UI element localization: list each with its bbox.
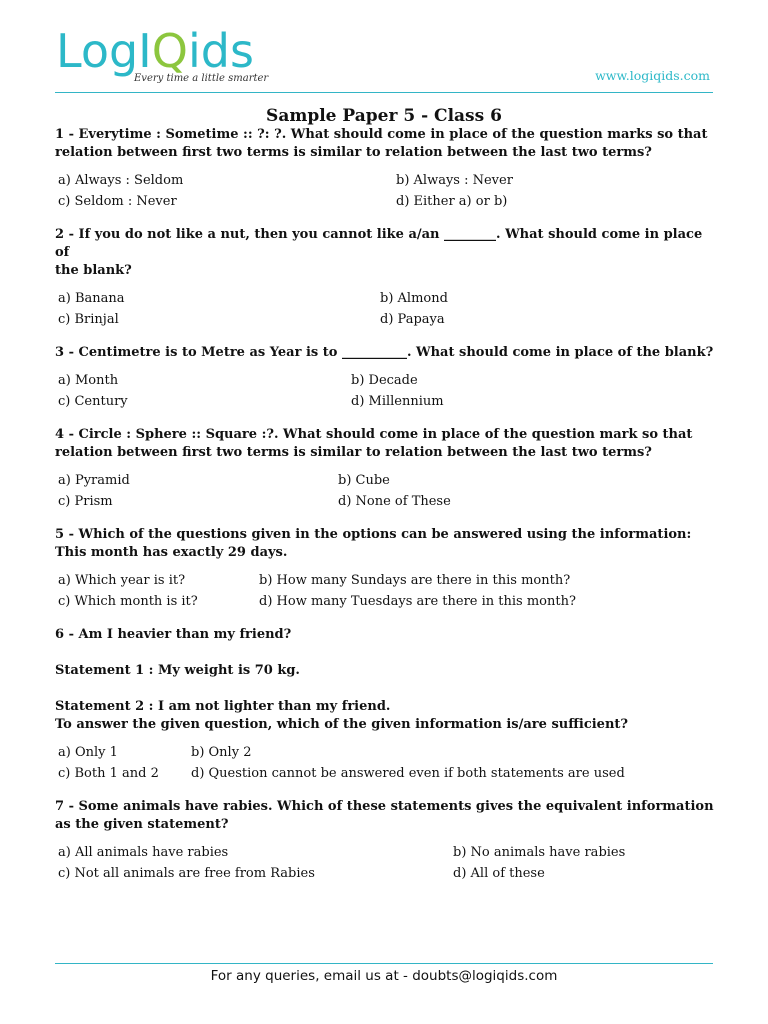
answer-options [55, 844, 715, 883]
option-c: c) Century [58, 394, 128, 409]
option-d: d) Papaya [380, 312, 445, 327]
answer-options [55, 172, 715, 211]
option-a: a) Always : Seldom [58, 173, 184, 188]
option-a: a) Only 1 [58, 745, 118, 760]
question-3 [55, 344, 715, 411]
logo-segment: ids [187, 24, 254, 78]
website-link[interactable]: www.logiqids.com [595, 68, 710, 83]
option-a: a) Pyramid [58, 473, 130, 488]
question-text: This month has exactly 29 days. [55, 545, 288, 560]
question-text: 2 - If you do not like a nut, then you cannot like a/an ________. What should come in place of [55, 227, 703, 260]
question-text: 1 - Everytime : Sometime :: ?: ?. What should come in place of the question marks so that [55, 127, 708, 142]
option-c: c) Brinjal [58, 312, 119, 327]
option-d: d) Question cannot be answered even if both statements are used [191, 766, 625, 781]
option-b: b) Almond [380, 291, 448, 306]
option-c: c) Seldom : Never [58, 194, 177, 209]
option-c: c) Which month is it? [58, 594, 198, 609]
footer-contact: For any queries, email us at - doubts@logiqids.com [210, 968, 558, 984]
statement-1: Statement 1 : My weight is 70 kg. [55, 663, 300, 678]
option-c: c) Both 1 and 2 [58, 766, 159, 781]
option-a: a) Banana [58, 291, 125, 306]
logo-segment: I [138, 24, 152, 78]
option-d: d) Millennium [351, 394, 444, 409]
answer-options [55, 744, 715, 783]
question-prompt: To answer the given question, which of the given information is/are sufficient? [55, 717, 629, 732]
question-5 [55, 526, 715, 611]
question-text: as the given statement? [55, 817, 229, 832]
option-d: d) How many Tuesdays are there in this month? [259, 594, 576, 609]
option-b: b) How many Sundays are there in this month? [259, 573, 571, 588]
option-a: a) Which year is it? [58, 573, 186, 588]
option-d: d) None of These [338, 494, 451, 509]
page-title: Sample Paper 5 - Class 6 [266, 106, 502, 126]
logo-tagline: Every time a little smarter [134, 73, 269, 84]
answer-options [55, 372, 715, 411]
option-b: b) Cube [338, 473, 390, 488]
question-text: 6 - Am I heavier than my friend? [55, 627, 292, 642]
question-text: 7 - Some animals have rabies. Which of these statements gives the equivalent information [55, 799, 714, 814]
answer-options [55, 290, 715, 329]
option-b: b) Always : Never [396, 173, 513, 188]
logo-segment: Q [151, 24, 188, 78]
option-b: b) Decade [351, 373, 418, 388]
page-header [0, 0, 768, 96]
question-text: 3 - Centimetre is to Metre as Year is to __________. What should come in place of the blank? [55, 345, 714, 360]
logo-segment: Log [56, 24, 139, 78]
answer-options [55, 572, 715, 611]
question-4 [55, 426, 715, 511]
question-text: relation between first two terms is similar to relation between the last two terms? [55, 445, 652, 460]
answer-options [55, 472, 715, 511]
option-d: d) All of these [453, 866, 545, 881]
question-6 [55, 626, 715, 783]
option-c: c) Not all animals are free from Rabies [58, 866, 315, 881]
option-d: d) Either a) or b) [396, 194, 508, 209]
header-divider [55, 92, 713, 93]
option-a: a) All animals have rabies [58, 845, 229, 860]
footer-divider [55, 963, 713, 964]
option-a: a) Month [58, 373, 119, 388]
question-text: 4 - Circle : Sphere :: Square :?. What should come in place of the question mark so that [55, 427, 693, 442]
option-b: b) No animals have rabies [453, 845, 626, 860]
question-text: the blank? [55, 263, 132, 278]
logiqids-logo [56, 24, 269, 84]
question-text: relation between first two terms is similar to relation between the last two terms? [55, 145, 652, 160]
question-list [55, 126, 715, 883]
question-2 [55, 226, 715, 329]
option-b: b) Only 2 [191, 745, 252, 760]
question-7 [55, 798, 715, 883]
logo-wordmark [56, 26, 254, 76]
question-1 [55, 126, 715, 211]
question-text: 5 - Which of the questions given in the options can be answered using the information: [55, 527, 692, 542]
statement-2: Statement 2 : I am not lighter than my friend. [55, 699, 391, 714]
option-c: c) Prism [58, 494, 113, 509]
